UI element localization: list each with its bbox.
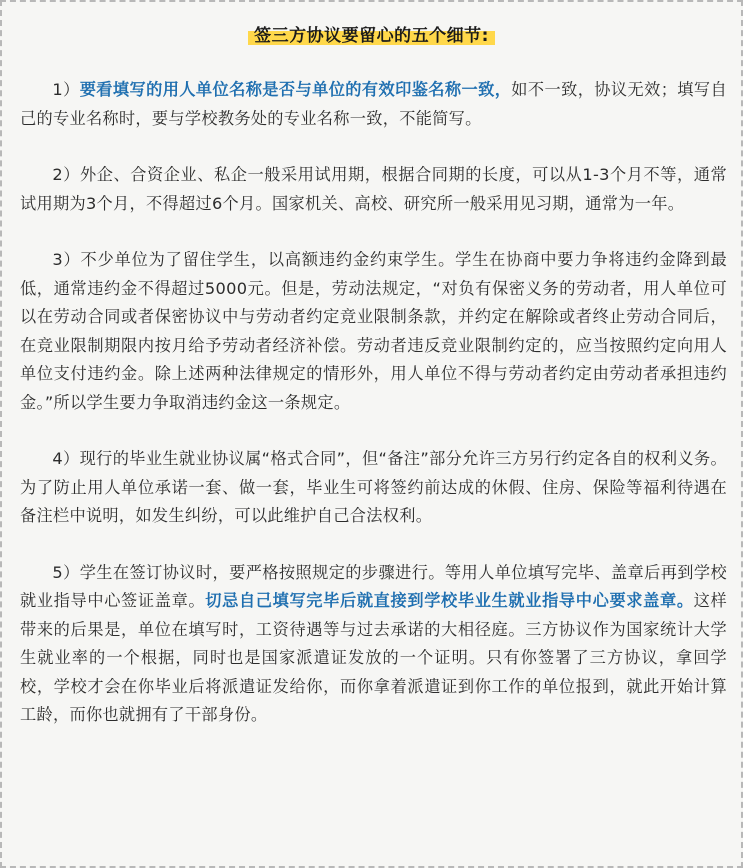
paragraph-2 (20, 161, 727, 218)
paragraph-1 (20, 76, 727, 133)
paragraph-5-text-end: 这样带来的后果是，单位在填写时，工资待遇等与过去承诺的大相径庭。三方协议作为国家统计大学生就业率的一个根据，同时也是国家派遣证发放的一个证明。只有你签署了三方协议，拿回学校，学校才会在你毕业后将派遣证发给你，而你拿着派遣证到你工作的单位报到，就此开始计算工龄，而你也就拥有了干部身份。 (20, 591, 728, 724)
paragraph-5-text-start: 5）学生在签订协议时，要严格按照规定的步骤进行。等用人单位填写完毕、盖章后再到学校就业指导中心签证盖章。 (20, 562, 727, 610)
paragraph-5-highlight: 切忌自己填写完毕后就直接到学校毕业生就业指导中心要求盖章。 (205, 591, 694, 610)
article-title: 签三方协议要留心的五个细节: (248, 24, 495, 48)
paragraph-5 (20, 559, 727, 730)
paragraph-1-number: 1） (52, 80, 80, 99)
paragraph-1-highlight: 要看填写的用人单位名称是否与单位的有效印鉴名称一致， (79, 80, 512, 99)
paragraph-3 (20, 246, 727, 417)
paragraph-3-text: 3）不少单位为了留住学生，以高额违约金约束学生。学生在协商中要力争将违约金降到最低，通常违约金不得超过5000元。但是，劳动法规定，“对负有保密义务的劳动者，用人单位可以在劳动合同或者保密协议中与劳动者约定竞业限制条款，并约定在解除或者终止劳动合同后，在竞业限制期限内按月给予劳动者经济补偿。劳动者违反竞业限制约定的，应当按照约定向用人单位支付违约金。除上述两种法律规定的情形外，用人单位不得与劳动者约定由劳动者承担违约金。”所以学生要力争取消违约金这一条规定。 (20, 250, 727, 412)
paragraph-1-text: 如不一致，协议无效；填写自己的专业名称时，要与学校教务处的专业名称一致，不能简写。 (20, 80, 727, 128)
paragraph-2-text: 2）外企、合资企业、私企一般采用试用期，根据合同期的长度，可以从1-3个月不等，通常试用期为3个月，不得超过6个月。国家机关、高校、研究所一般采用见习期，通常为一年。 (20, 165, 727, 213)
article-body (20, 76, 727, 758)
paragraph-4 (20, 445, 727, 531)
paragraph-4-text: 4）现行的毕业生就业协议属“格式合同”，但“备注”部分允许三方另行约定各自的权利义务。为了防止用人单位承诺一套、做一套，毕业生可将签约前达成的休假、住房、保险等福利待遇在备注栏中说明，如发生纠纷，可以此维护自己合法权利。 (20, 449, 727, 525)
title-wrap (2, 24, 741, 50)
